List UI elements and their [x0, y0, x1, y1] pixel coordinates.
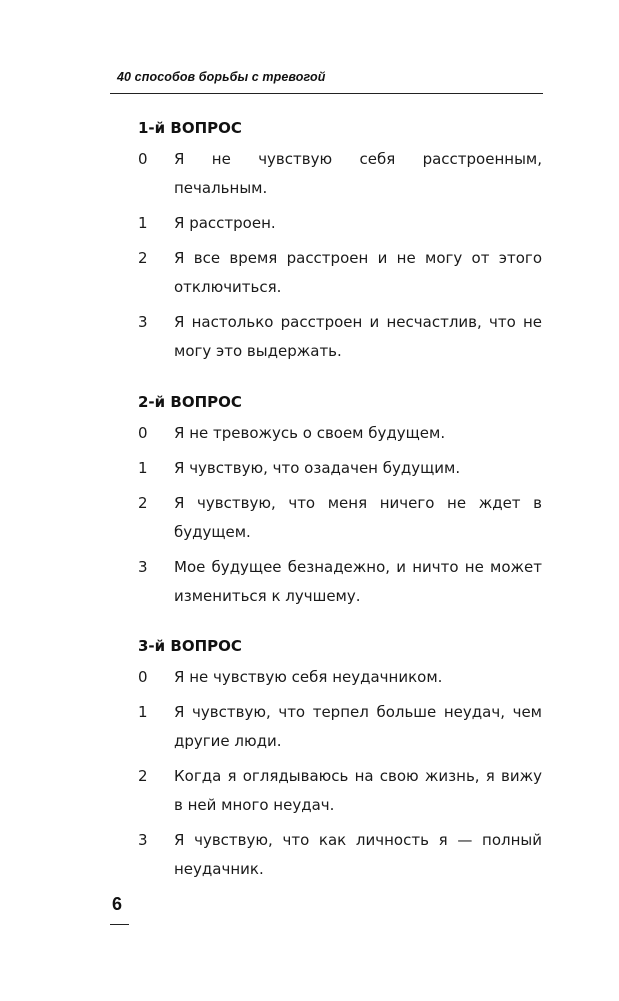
question-title: 1-й ВОПРОС — [138, 119, 242, 137]
option-text: Я чувствую, что меня ничего не ждет в будущем. — [174, 494, 542, 541]
option-text: Я не чувствую себя расстроенным, печальным. — [174, 150, 542, 197]
option-text: Я чувствую, что как личность я — полный неудачник. — [174, 831, 542, 878]
option-text: Я все время расстроен и не могу от этого отключиться. — [174, 249, 542, 296]
answer-option — [138, 244, 542, 302]
answer-option — [138, 454, 542, 483]
answer-option — [138, 145, 542, 203]
option-number: 1 — [138, 214, 148, 232]
answer-option — [138, 419, 542, 448]
option-number: 2 — [138, 494, 148, 512]
option-text: Когда я оглядываюсь на свою жизнь, я вижу в ней много неудач. — [174, 767, 542, 814]
question-title: 3-й ВОПРОС — [138, 637, 242, 655]
option-number: 3 — [138, 558, 148, 576]
option-text: Я не тревожусь о своем будущем. — [174, 424, 446, 442]
option-number: 3 — [138, 313, 148, 331]
option-number: 1 — [138, 703, 148, 721]
header-divider — [110, 93, 543, 94]
answer-option — [138, 663, 542, 692]
option-number: 3 — [138, 831, 148, 849]
footer-divider — [110, 924, 129, 925]
answer-option — [138, 308, 542, 366]
option-number: 0 — [138, 150, 148, 168]
answer-option — [138, 698, 542, 756]
running-head-title: 40 способов борьбы с тревогой — [117, 70, 326, 84]
option-number: 1 — [138, 459, 148, 477]
option-text: Я чувствую, что озадачен будущим. — [174, 459, 461, 477]
answer-option — [138, 489, 542, 547]
option-number: 0 — [138, 424, 148, 442]
question-3 — [138, 635, 542, 890]
option-text: Мое будущее безнадежно, и ничто не может измениться к лучшему. — [174, 558, 542, 605]
question-1 — [138, 117, 542, 372]
option-number: 0 — [138, 668, 148, 686]
option-text: Я чувствую, что терпел больше неудач, чем другие люди. — [174, 703, 542, 750]
question-2 — [138, 391, 542, 617]
option-text: Я расстроен. — [174, 214, 276, 232]
option-text: Я настолько расстроен и несчастлив, что не могу это выдержать. — [174, 313, 542, 360]
answer-option — [138, 762, 542, 820]
option-number: 2 — [138, 249, 148, 267]
question-title: 2-й ВОПРОС — [138, 393, 242, 411]
answer-option — [138, 553, 542, 611]
page-number: 6 — [112, 894, 123, 914]
answer-option — [138, 826, 542, 884]
answer-option — [138, 209, 542, 238]
option-number: 2 — [138, 767, 148, 785]
option-text: Я не чувствую себя неудачником. — [174, 668, 443, 686]
